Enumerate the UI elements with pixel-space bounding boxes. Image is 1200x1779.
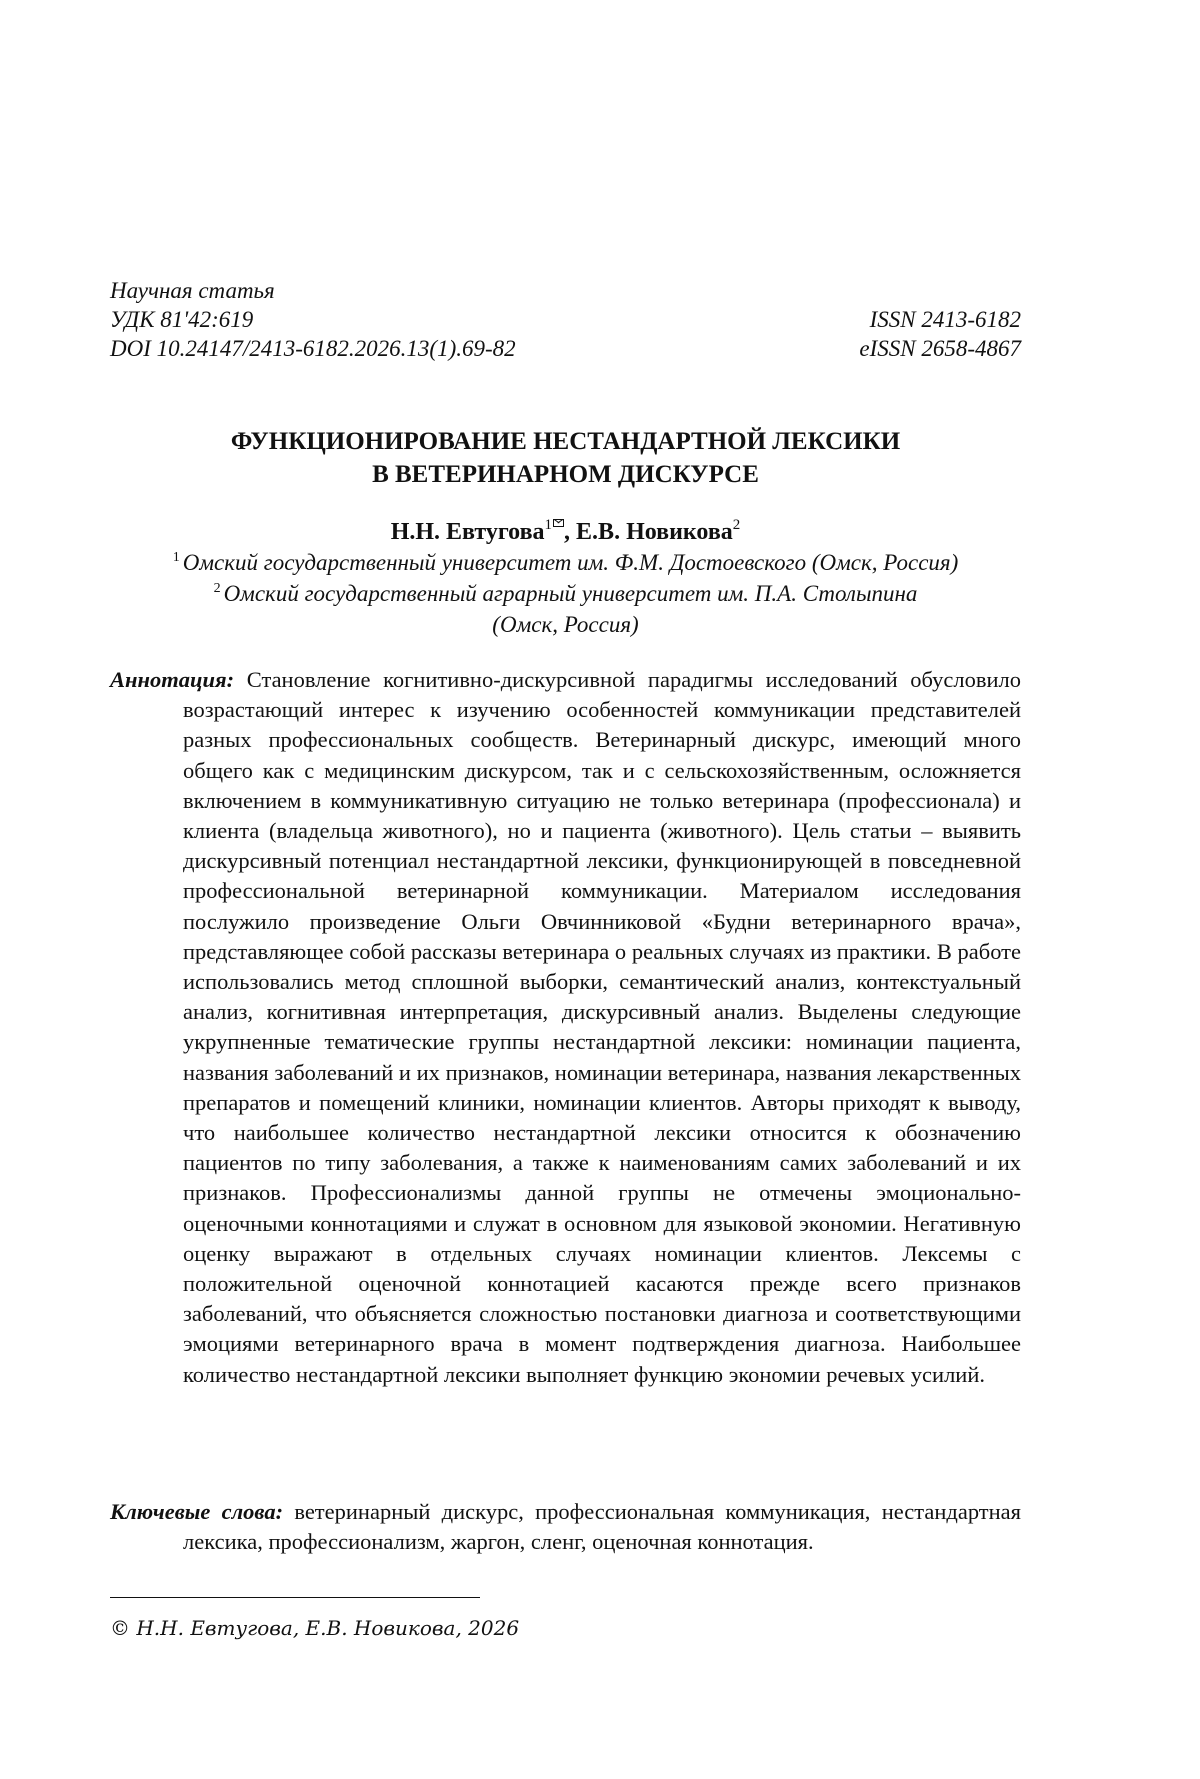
abstract-text: Становление когнитивно-дискурсивной парадигмы исследований обусловило возрастающий интерес к изучению особенностей коммуникации представителей разных профессиональных сообществ. Ветеринарный дискурс, имеющий много общего как с медицинским дискурсом, так и с сельскохозяйственным, осложняется включением в коммуникативную ситуацию не только ветеринара (профессионала) и клиента (владельца животного), но и пациента (животного). Цель статьи – выявить дискурсивный потенциал нестандартной лексики, функционирующей в повседневной профессиональной ветеринарной коммуникации. Материалом исследования послужило произведение Ольги Овчинниковой «Будни ветеринарного врача», представляющее собой рассказы ветеринара о реальных случаях из практики. В работе использовались метод сплошной выборки, семантический анализ, контекстуальный анализ, когнитивная интерпретация, дискурсивный анализ. Выделены следующие укрупненные тематические группы нестандартной лексики: номинации пациента, названия заболеваний и их признаков, номинации ветеринара, названия лекарственных препаратов и помещений клиники, номинации клиентов. Авторы приходят к выводу, что наибольшее количество нестандартной лексики относится к обозначению пациентов по типу заболевания, а также к наименованиям самих заболеваний и их признаков. Профессионализмы данной группы не отмечены эмоционально-оценочными коннотациями и служат в основном для языковой экономии. Негативную оценку выражают в отдельных случаях номинации клиентов. Лексемы с положительной оценочной коннотацией касаются прежде всего признаков заболеваний, что объясняется сложностью постановки диагноза и соответствующими эмоциями ветеринарного врача в момент подтверждения диагноза. Наибольшее количество нестандартной лексики выполняет функцию экономии речевых усилий. bbox=[183, 667, 1022, 1387]
affiliation-mark: 1 bbox=[544, 517, 553, 533]
author-name: Е.В. Новикова bbox=[576, 519, 733, 545]
affiliation-text: Омский государственный аграрный университет им. П.А. Столыпина bbox=[223, 581, 918, 606]
envelope-icon bbox=[553, 519, 564, 527]
author-list bbox=[110, 517, 1021, 547]
title-line-1: ФУНКЦИОНИРОВАНИЕ НЕСТАНДАРТНОЙ ЛЕКСИКИ bbox=[230, 428, 901, 455]
affiliation-list bbox=[110, 547, 1021, 640]
affiliation-mark: 2 bbox=[213, 581, 221, 596]
affiliation-2-location: (Омск, Россия) bbox=[492, 612, 639, 637]
title-line-2: В ВЕТЕРИНАРНОМ ДИСКУРСЕ bbox=[372, 461, 759, 488]
eissn: eISSN 2658-4867 bbox=[859, 336, 1021, 361]
affiliation-mark: 2 bbox=[732, 517, 741, 533]
meta-row-udc bbox=[110, 305, 1021, 334]
footnote-divider bbox=[110, 1597, 480, 1598]
udc-code: УДК 81'42:619 bbox=[110, 307, 254, 332]
meta-row-doi bbox=[110, 334, 1021, 363]
article-metadata bbox=[110, 276, 1021, 363]
affiliation-text: Омский государственный университет им. Ф.М. Достоевского (Омск, Россия) bbox=[182, 550, 959, 575]
affiliation-1 bbox=[110, 547, 1021, 578]
keywords bbox=[110, 1497, 1021, 1557]
article-type: Научная статья bbox=[110, 278, 275, 303]
abstract-label: Аннотация: bbox=[110, 667, 235, 692]
affiliation-mark: 1 bbox=[172, 550, 180, 565]
affiliation-2 bbox=[110, 578, 1021, 609]
keywords-text: ветеринарный дискурс, профессиональная коммуникация, нестандартная лексика, профессионализм, жаргон, сленг, оценочная коннотация. bbox=[183, 1499, 1021, 1555]
article-title bbox=[110, 425, 1021, 491]
doi: DOI 10.24147/2413-6182.2026.13(1).69-82 bbox=[110, 336, 516, 361]
copyright-notice: © Н.Н. Евтугова, Е.В. Новикова, 2026 bbox=[110, 1616, 520, 1640]
meta-row-type bbox=[110, 276, 1021, 305]
issn: ISSN 2413-6182 bbox=[869, 307, 1021, 332]
keywords-label: Ключевые слова: bbox=[110, 1499, 284, 1524]
author-name: Н.Н. Евтугова bbox=[390, 519, 545, 545]
abstract bbox=[110, 665, 1021, 1390]
author-separator: , bbox=[564, 519, 577, 545]
